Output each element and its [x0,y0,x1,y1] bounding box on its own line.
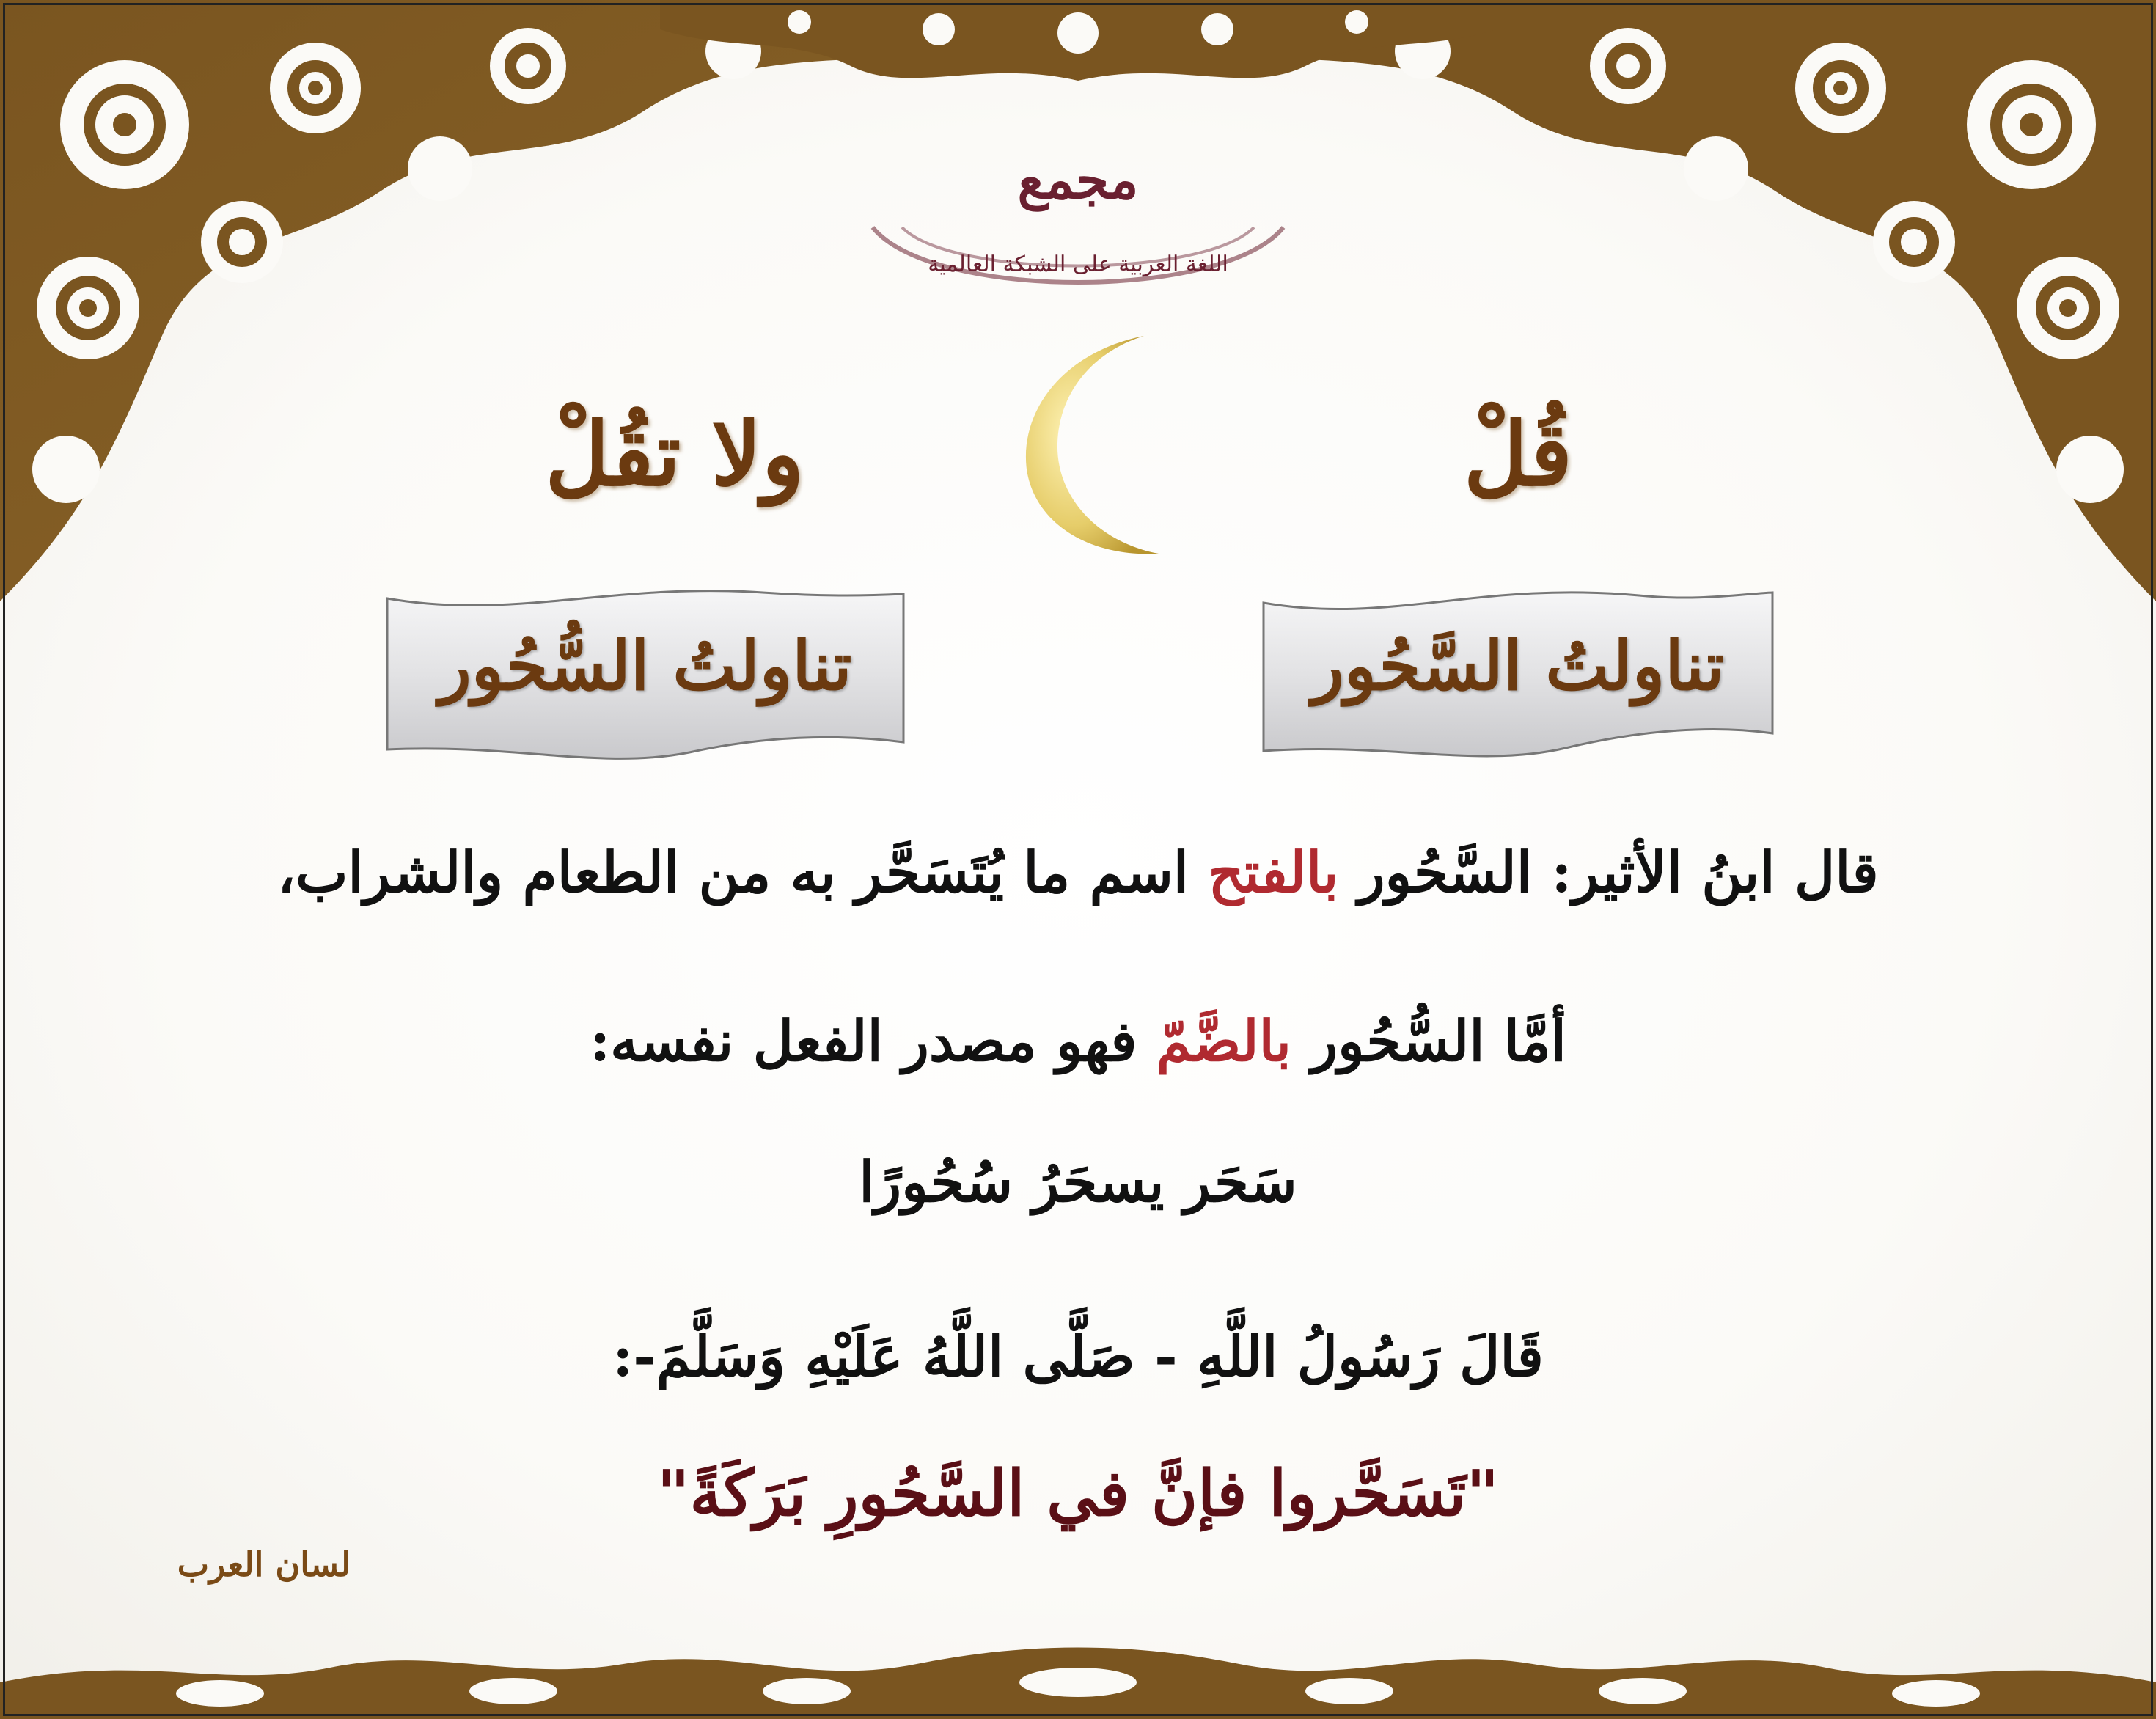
explanation-line-1 [103,842,2053,904]
explanation-text: قال ابنُ الأثير: السَّحُور [1357,840,1879,905]
crescent-moon-icon [975,323,1195,565]
incorrect-phrase: تناولتُ السُّحُور [439,626,852,705]
hadith-intro: قَالَ رَسُولُ اللَّهِ - صَلَّى اللَّهُ عَلَيْهِ وَسَلَّمَ-: [612,1324,1544,1389]
explanation-text: فهو مصدر الفعل نفسه: [590,1008,1137,1074]
hadith-quote: "تَسَحَّروا فإنَّ في السَّحُورِ بَرَكَةً" [656,1456,1500,1531]
correct-phrase: تناولتُ السَّحُور [1311,626,1725,705]
source-citation: لسان العرب [177,1544,351,1584]
say-heading: قُلْ [1463,403,1573,506]
academy-logo [843,139,1313,308]
ornament-bottom [0,1631,2156,1719]
logo-title: مجمع [1017,148,1139,210]
dont-say-heading: ولا تقُلْ [545,403,804,506]
explanation-line-2 [103,1008,2053,1074]
incorrect-phrase-banner [381,587,909,763]
correct-phrase-banner [1258,587,1778,763]
damma-highlight: بالضَّمّ [1156,1008,1291,1074]
logo-subtitle: اللغة العربية على الشبكة العالمية [928,252,1228,277]
ornament-top-center [660,0,1496,95]
explanation-text: أمَّا السُّحُور [1310,1008,1566,1074]
explanation-text: اسم ما يُتَسَحَّر به من الطعام والشراب، [277,840,1189,905]
verb-conjugation: سَحَر يسحَرُ سُحُورًا [859,1149,1297,1214]
fatha-highlight: بالفتح [1208,840,1339,905]
